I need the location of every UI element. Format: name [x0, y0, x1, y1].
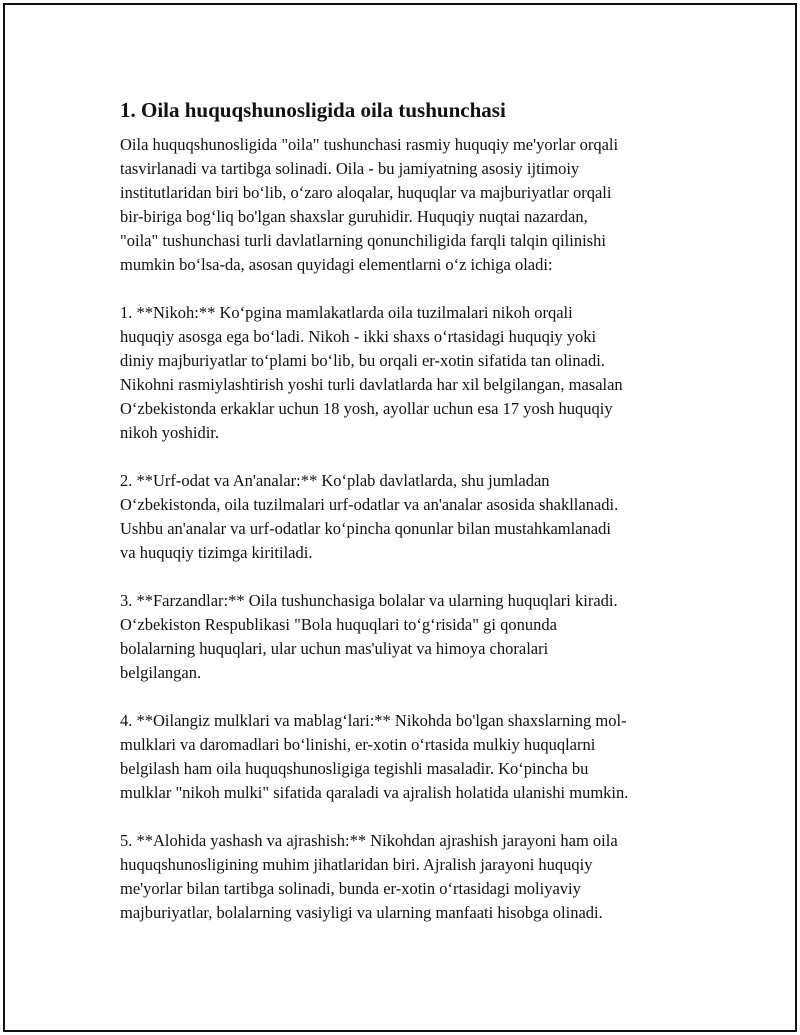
text-line: mumkin bo‘lsa-da, asosan quyidagi elementlarni o‘z ichiga oladi: — [120, 255, 553, 274]
text-line: 4. **Oilangiz mulklari va mablag‘lari:** Nikohda bo'lgan shaxslarning mol- — [120, 711, 627, 730]
text-line: mulklar "nikoh mulki" sifatida qaraladi va ajralish holatida ulanishi mumkin. — [120, 783, 629, 802]
text-line: belgilash ham oila huquqshunosligiga tegishli masaladir. Ko‘pincha bu — [120, 759, 589, 778]
text-line: huquqiy asosga ega bo‘ladi. Nikoh - ikki shaxs o‘rtasidagi huquqiy yoki — [120, 327, 597, 346]
text-line: 3. **Farzandlar:** Oila tushunchasiga bolalar va ularning huquqlari kiradi. — [120, 591, 618, 610]
text-line: tasvirlanadi va tartibga solinadi. Oila - bu jamiyatning asosiy ijtimoiy — [120, 159, 580, 178]
text-line: 1. **Nikoh:** Ko‘pgina mamlakatlarda oila tuzilmalari nikoh orqali — [120, 303, 573, 322]
paragraph-mulklar — [120, 709, 700, 805]
paragraph-nikoh — [120, 301, 700, 445]
text-line: Ushbu an'analar va urf-odatlar ko‘pincha qonunlar bilan mustahkamlanadi — [120, 519, 611, 538]
text-line: "oila" tushunchasi turli davlatlarning qonunchiligida farqli talqin qilinishi — [120, 231, 606, 250]
document-body — [120, 97, 700, 949]
text-line: diniy majburiyatlar to‘plami bo‘lib, bu orqali er-xotin sifatida tan olinadi. — [120, 351, 605, 370]
paragraph-farzandlar — [120, 589, 700, 685]
paragraph-ajrashish — [120, 829, 700, 925]
text-line: Nikohni rasmiylashtirish yoshi turli davlatlarda har xil belgilangan, masalan — [120, 375, 623, 394]
text-line: bolalarning huquqlari, ular uchun mas'uliyat va himoya choralari — [120, 639, 549, 658]
paragraph-urf-odat — [120, 469, 700, 565]
text-line: huquqshunosligining muhim jihatlaridan biri. Ajralish jarayoni huquqiy — [120, 855, 593, 874]
text-line: O‘zbekistonda erkaklar uchun 18 yosh, ayollar uchun esa 17 yosh huquqiy — [120, 399, 613, 418]
text-line: me'yorlar bilan tartibga solinadi, bunda er-xotin o‘rtasidagi moliyaviy — [120, 879, 581, 898]
paragraph-intro — [120, 133, 700, 277]
text-line: O‘zbekistonda, oila tuzilmalari urf-odatlar va an'analar asosida shakllanadi. — [120, 495, 619, 514]
text-line: 2. **Urf-odat va An'analar:** Ko‘plab davlatlarda, shu jumladan — [120, 471, 550, 490]
text-line: belgilangan. — [120, 663, 202, 682]
text-line: nikoh yoshidir. — [120, 423, 220, 442]
text-line: va huquqiy tizimga kiritiladi. — [120, 543, 313, 562]
text-line: institutlaridan biri bo‘lib, o‘zaro aloqalar, huquqlar va majburiyatlar orqali — [120, 183, 612, 202]
text-line: bir-biriga bog‘liq bo'lgan shaxslar guruhidir. Huquqiy nuqtai nazardan, — [120, 207, 588, 226]
text-line: mulklari va daromadlari bo‘linishi, er-xotin o‘rtasida mulkiy huquqlarni — [120, 735, 596, 754]
page-frame — [3, 3, 797, 1032]
text-line: 5. **Alohida yashash va ajrashish:** Nikohdan ajrashish jarayoni ham oila — [120, 831, 618, 850]
text-line: Oila huquqshunosligida "oila" tushunchasi rasmiy huquqiy me'yorlar orqali — [120, 135, 619, 154]
text-line: O‘zbekiston Respublikasi "Bola huquqlari to‘g‘risida" gi qonunda — [120, 615, 557, 634]
document-title: 1. Oila huquqshunosligida oila tushunchasi — [120, 98, 506, 122]
text-line: majburiyatlar, bolalarning vasiyligi va ularning manfaati hisobga olinadi. — [120, 903, 603, 922]
